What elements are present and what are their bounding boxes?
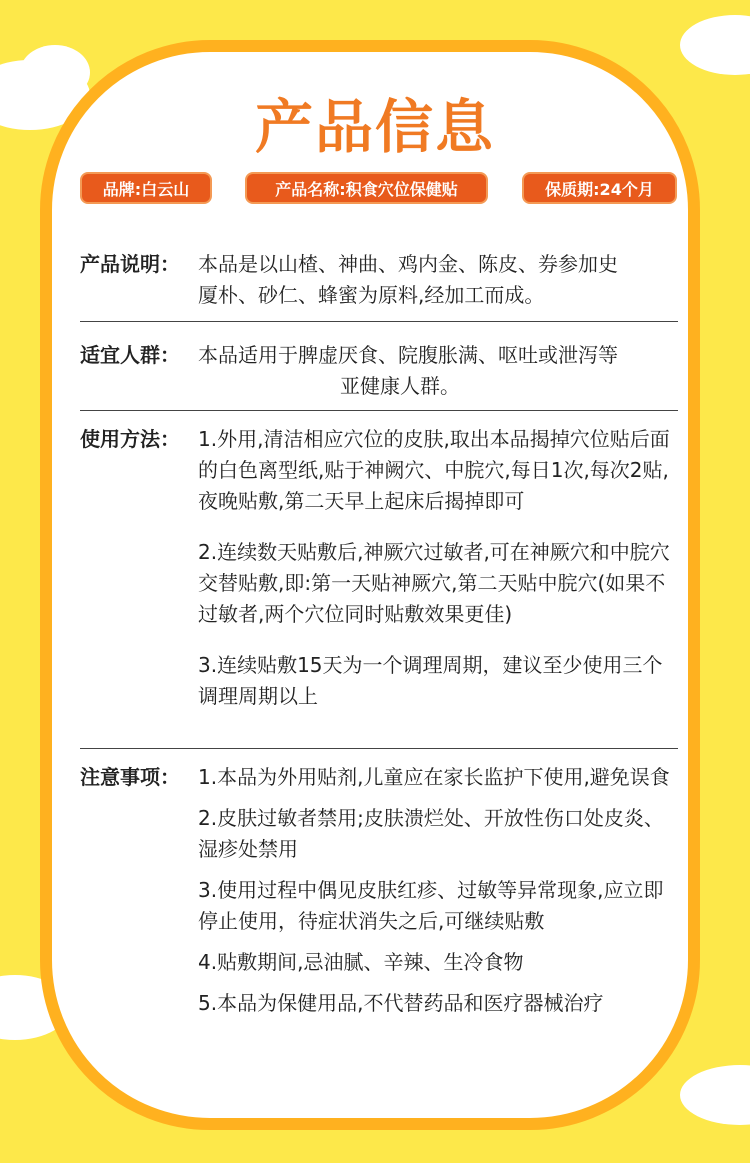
divider [80, 321, 678, 322]
usage-item: 1.外用,清洁相应穴位的皮肤,取出本品揭掉穴位贴后面的白色离型纸,贴于神阙穴、中脘穴,每日1次,每次2贴,夜晚贴敷,第二天早上起床后揭掉即可 [198, 427, 670, 513]
divider [80, 748, 678, 749]
audience-label: 适宜人群： [80, 343, 180, 367]
page-title: 产品信息 [254, 93, 495, 161]
notes-item: 1.本品为外用贴剂,儿童应在家长监护下使用,避免误食 [198, 765, 670, 789]
description-line: 厦朴、砂仁、蜂蜜为原料,经加工而成。 [198, 283, 545, 307]
audience-line: 亚健康人群。 [340, 374, 460, 398]
notes-section [80, 762, 690, 1031]
description-section [80, 249, 690, 311]
audience-line: 本品适用于脾虚厌食、院腹胀满、呕吐或泄泻等 [198, 343, 618, 367]
cloud-decoration [680, 15, 750, 75]
usage-section [80, 424, 690, 724]
product-name-badge: 产品名称:积食穴位保健贴 [245, 172, 488, 204]
notes-item: 3.使用过程中偶见皮肤红疹、过敏等异常现象,应立即停止使用，待症状消失之后,可继续贴敷 [198, 878, 664, 933]
notes-item: 5.本品为保健用品,不代替药品和医疗器械治疗 [198, 991, 604, 1015]
cloud-decoration [680, 1065, 750, 1125]
audience-section [80, 340, 690, 402]
divider [80, 410, 678, 411]
usage-item: 2.连续数天贴敷后,神厥穴过敏者,可在神厥穴和中脘穴交替贴敷,即:第一天贴神厥穴,第二天贴中脘穴(如果不过敏者,两个穴位同时贴敷效果更佳) [198, 540, 670, 626]
brand-badge: 品牌:白云山 [80, 172, 212, 204]
usage-label: 使用方法： [80, 427, 180, 451]
description-line: 本品是以山楂、神曲、鸡内金、陈皮、券参加史 [198, 252, 618, 276]
notes-item: 4.贴敷期间,忌油腻、辛辣、生冷食物 [198, 950, 524, 974]
usage-item: 3.连续贴敷15天为一个调理周期，建议至少使用三个调理周期以上 [198, 653, 663, 708]
notes-item: 2.皮肤过敏者禁用;皮肤溃烂处、开放性伤口处皮炎、湿疹处禁用 [198, 806, 664, 861]
shelf-life-badge: 保质期:24个月 [522, 172, 677, 204]
notes-label: 注意事项： [80, 765, 180, 789]
description-label: 产品说明： [80, 252, 180, 276]
